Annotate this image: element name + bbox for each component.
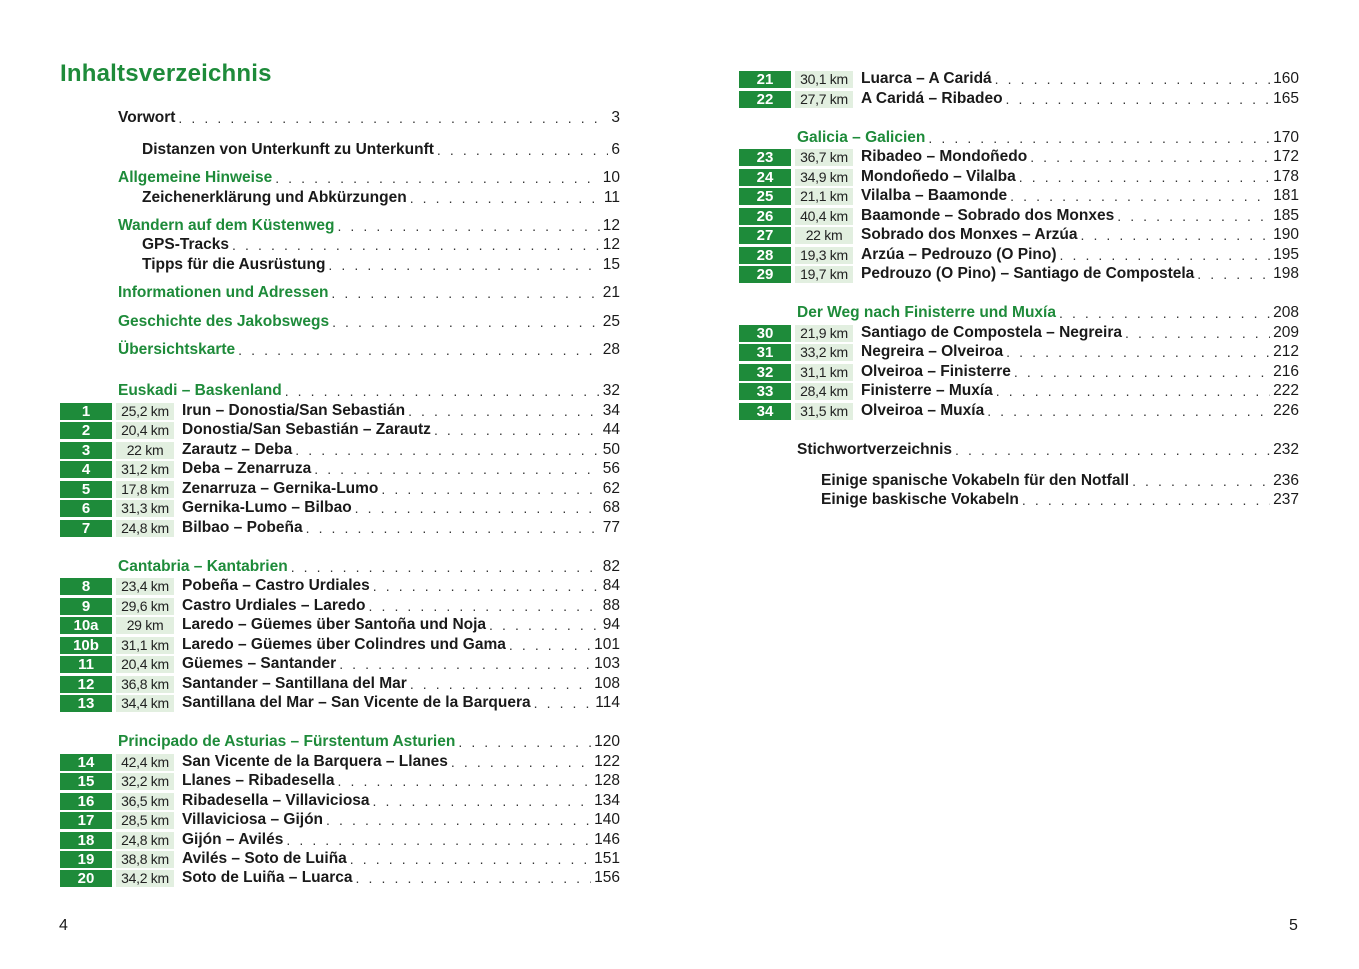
stage-distance: 22 km [795,227,853,244]
entry-page-number: 82 [602,558,620,575]
stage-distance: 34,9 km [795,169,853,186]
entry-page-number: 178 [1273,168,1299,185]
entry-label: Einige baskische Vokabeln [821,491,1019,508]
dot-leader [1080,227,1270,243]
stage-number-badge: 16 [60,793,112,810]
stage-distance: 19,7 km [795,266,853,283]
entry-label: Tipps für die Ausrüstung [142,256,326,273]
dot-leader [1059,305,1270,321]
toc-entry[interactable] [60,255,620,275]
stage-entry[interactable] [60,693,620,713]
stage-distance: 34,4 km [116,695,174,712]
stage-distance: 20,4 km [116,422,174,439]
stage-number-badge: 2 [60,422,112,439]
stage-distance: 34,2 km [116,870,174,887]
entry-page-number: 190 [1273,226,1299,243]
stage-distance: 28,4 km [795,383,853,400]
entry-label: Santillana del Mar – San Vicente de la Barquera [182,694,531,711]
entry-page-number: 122 [594,753,620,770]
entry-page-number: 32 [602,382,620,399]
entry-label: Finisterre – Muxía [861,382,993,399]
toc-entry[interactable] [60,188,620,208]
dot-leader [373,578,600,594]
entry-label: Pedrouzo (O Pino) – Santiago de Compostela [861,265,1195,282]
entry-page-number: 11 [603,189,620,206]
dot-leader [451,754,591,770]
stage-entry[interactable] [60,868,620,888]
entry-page-number: 15 [602,256,620,273]
stage-distance: 22 km [116,442,174,459]
stage-entry[interactable] [60,459,620,479]
entry-page-number: 172 [1273,148,1299,165]
stage-number-badge: 18 [60,832,112,849]
dot-leader [373,793,592,809]
stage-distance: 31,2 km [116,461,174,478]
stage-number-badge: 6 [60,500,112,517]
stage-entry[interactable] [60,576,620,596]
entry-label: Euskadi – Baskenland [118,382,282,399]
stage-distance: 38,8 km [116,851,174,868]
stage-distance: 29 km [116,617,174,634]
entry-label: Galicia – Galicien [797,129,926,146]
entry-label: Avilés – Soto de Luiña [182,850,347,867]
stage-distance: 24,8 km [116,832,174,849]
entry-page-number: 128 [594,772,620,789]
entry-page-number: 185 [1273,207,1299,224]
entry-label: San Vicente de la Barquera – Llanes [182,753,448,770]
stage-number-badge: 10b [60,637,112,654]
dot-leader [987,403,1270,419]
entry-label: Vorwort [118,109,176,126]
stage-number-badge: 7 [60,520,112,537]
stage-number-badge: 1 [60,403,112,420]
stage-number-badge: 20 [60,870,112,887]
stage-distance: 42,4 km [116,754,174,771]
entry-label: Laredo – Güemes über Santoña und Noja [182,616,487,633]
entry-label: Übersichtskarte [118,341,236,358]
toc-entry[interactable] [60,216,620,236]
stage-entry[interactable] [60,498,620,518]
dot-leader [1059,247,1270,263]
dot-leader [410,190,601,206]
stage-number-badge: 15 [60,773,112,790]
stage-number-badge: 12 [60,676,112,693]
stage-entry[interactable] [739,225,1299,245]
dot-leader [275,170,600,186]
entry-page-number: 134 [594,792,620,809]
dot-leader [928,130,1270,146]
dot-leader [1030,149,1270,165]
entry-label: Baamonde – Sobrado dos Monxes [861,207,1115,224]
entry-page-number: 236 [1273,472,1299,489]
entry-label: Laredo – Güemes über Colindres und Gama [182,636,506,653]
dot-leader [489,617,600,633]
stage-entry[interactable] [60,596,620,616]
toc-entry[interactable] [739,471,1299,491]
stage-entry[interactable] [60,401,620,421]
entry-page-number: 84 [602,577,620,594]
toc-entry[interactable] [60,340,620,360]
stage-entry[interactable] [739,69,1299,89]
dot-leader [306,520,600,536]
stage-number-badge: 8 [60,578,112,595]
stage-entry[interactable] [60,752,620,772]
entry-label: Der Weg nach Finisterre und Muxía [797,304,1056,321]
entry-label: Einige spanische Vokabeln für den Notfall [821,472,1130,489]
entry-page-number: 44 [602,421,620,438]
dot-leader [1197,266,1270,282]
stage-entry[interactable] [739,147,1299,167]
toc-entry[interactable] [60,283,620,303]
entry-page-number: 212 [1273,343,1299,360]
dot-leader [1132,473,1270,489]
stage-entry[interactable] [60,810,620,830]
entry-page-number: 232 [1273,441,1299,458]
page-number-left: 4 [59,917,68,934]
entry-label: Geschichte des Jakobswegs [118,313,330,330]
entry-page-number: 12 [602,236,620,253]
stage-number-badge: 26 [739,208,791,225]
entry-label: Pobeña – Castro Urdiales [182,577,370,594]
stage-number-badge: 32 [739,364,791,381]
entry-label: Stichwortverzeichnis [797,441,953,458]
stage-distance: 27,7 km [795,91,853,108]
entry-page-number: 10 [602,169,620,186]
stage-entry[interactable] [60,518,620,538]
entry-page-number: 140 [594,811,620,828]
stage-number-badge: 11 [60,656,112,673]
stage-number-badge: 3 [60,442,112,459]
dot-leader [295,442,599,458]
entry-label: Allgemeine Hinweise [118,169,273,186]
stage-distance: 31,1 km [116,637,174,654]
dot-leader [285,383,600,399]
entry-page-number: 146 [594,831,620,848]
entry-label: Olveiroa – Finisterre [861,363,1011,380]
toc-entry[interactable] [60,168,620,188]
entry-label: Deba – Zenarruza [182,460,312,477]
dot-leader [437,142,608,158]
stage-number-badge: 5 [60,481,112,498]
dot-leader [314,461,600,477]
stage-number-badge: 33 [739,383,791,400]
stage-distance: 30,1 km [795,71,853,88]
dot-leader [1010,188,1270,204]
stage-distance: 21,9 km [795,325,853,342]
entry-page-number: 181 [1273,187,1299,204]
entry-page-number: 156 [594,869,620,886]
entry-page-number: 222 [1273,382,1299,399]
stage-entry[interactable] [60,849,620,869]
entry-label: Zeichenerklärung und Abkürzungen [142,189,407,206]
dot-leader [996,383,1270,399]
toc-entry[interactable] [60,381,620,401]
stage-entry[interactable] [60,830,620,850]
stage-number-badge: 28 [739,247,791,264]
stage-number-badge: 17 [60,812,112,829]
stage-number-badge: 31 [739,344,791,361]
stage-number-badge: 14 [60,754,112,771]
stage-entry[interactable] [739,362,1299,382]
entry-page-number: 62 [602,480,620,497]
dot-leader [337,218,599,234]
entry-page-number: 56 [602,460,620,477]
entry-label: Distanzen von Unterkunft zu Unterkunft [142,141,434,158]
stage-distance: 36,7 km [795,149,853,166]
entry-page-number: 237 [1273,491,1299,508]
entry-page-number: 120 [594,733,620,750]
stage-distance: 23,4 km [116,578,174,595]
stage-distance: 20,4 km [116,656,174,673]
dot-leader [339,656,591,672]
entry-page-number: 170 [1273,129,1299,146]
dot-leader [328,257,599,273]
stage-entry[interactable] [739,167,1299,187]
entry-label: Ribadeo – Mondoñedo [861,148,1028,165]
entry-page-number: 25 [602,313,620,330]
entry-page-number: 114 [595,694,620,711]
entry-label: Arzúa – Pedrouzo (O Pino) [861,246,1057,263]
dot-leader [326,812,591,828]
entry-label: Negreira – Olveiroa [861,343,1004,360]
entry-label: Zarautz – Deba [182,441,293,458]
entry-page-number: 50 [602,441,620,458]
toc-entry[interactable] [739,128,1299,148]
stage-entry[interactable] [60,420,620,440]
entry-label: GPS-Tracks [142,236,230,253]
dot-leader [1006,91,1271,107]
entry-page-number: 101 [594,636,620,653]
toc-entry[interactable] [60,732,620,752]
stage-entry[interactable] [739,323,1299,343]
stage-distance: 36,8 km [116,676,174,693]
entry-label: Llanes – Ribadesella [182,772,335,789]
entry-page-number: 28 [602,341,620,358]
entry-label: Gijón – Avilés [182,831,284,848]
dot-leader [178,110,608,126]
entry-label: Castro Urdiales – Laredo [182,597,366,614]
toc-entry[interactable] [60,140,620,160]
entry-label: Wandern auf dem Küstenweg [118,217,335,234]
stage-entry[interactable] [60,479,620,499]
entry-page-number: 21 [602,284,620,301]
page-title: Inhaltsverzeichnis [60,60,272,87]
stage-number-badge: 25 [739,188,791,205]
stage-number-badge: 23 [739,149,791,166]
stage-entry[interactable] [60,440,620,460]
toc-entry[interactable] [60,557,620,577]
entry-label: Villaviciosa – Gijón [182,811,323,828]
dot-leader [509,637,591,653]
dot-leader [338,773,592,789]
stage-entry[interactable] [60,654,620,674]
stage-distance: 25,2 km [116,403,174,420]
toc-entry[interactable] [739,440,1299,460]
entry-label: Gernika-Lumo – Bilbao [182,499,352,516]
stage-number-badge: 4 [60,461,112,478]
entry-page-number: 94 [602,616,620,633]
stage-number-badge: 34 [739,403,791,420]
dot-leader [355,500,600,516]
entry-label: Vilalba – Baamonde [861,187,1008,204]
dot-leader [1117,208,1270,224]
entry-label: Santiago de Compostela – Negreira [861,324,1122,341]
page-number-right: 5 [1289,917,1298,934]
stage-distance: 33,2 km [795,344,853,361]
entry-page-number: 208 [1273,304,1299,321]
stage-entry[interactable] [60,615,620,635]
stage-entry[interactable] [739,89,1299,109]
stage-number-badge: 21 [739,71,791,88]
stage-entry[interactable] [739,381,1299,401]
dot-leader [1125,325,1270,341]
entry-page-number: 88 [602,597,620,614]
dot-leader [332,314,600,330]
entry-page-number: 3 [611,109,620,126]
stage-number-badge: 24 [739,169,791,186]
entry-label: Luarca – A Caridá [861,70,992,87]
stage-distance: 29,6 km [116,598,174,615]
dot-leader [1006,344,1270,360]
stage-entry[interactable] [739,206,1299,226]
stage-distance: 32,2 km [116,773,174,790]
entry-page-number: 68 [602,499,620,516]
toc-entry[interactable] [60,312,620,332]
entry-page-number: 195 [1273,246,1299,263]
entry-page-number: 216 [1273,363,1299,380]
dot-leader [356,870,592,886]
stage-number-badge: 13 [60,695,112,712]
stage-number-badge: 19 [60,851,112,868]
entry-label: Ribadesella – Villaviciosa [182,792,370,809]
stage-distance: 17,8 km [116,481,174,498]
stage-entry[interactable] [60,674,620,694]
dot-leader [1022,492,1270,508]
dot-leader [368,598,599,614]
entry-label: Principado de Asturias – Fürstentum Asturien [118,733,456,750]
stage-number-badge: 29 [739,266,791,283]
stage-number-badge: 22 [739,91,791,108]
entry-page-number: 34 [602,402,620,419]
entry-page-number: 108 [594,675,620,692]
dot-leader [238,342,600,358]
dot-leader [381,481,599,497]
stage-entry[interactable] [739,401,1299,421]
entry-label: Olveiroa – Muxía [861,402,985,419]
stage-entry[interactable] [739,264,1299,284]
entry-label: A Caridá – Ribadeo [861,90,1003,107]
dot-leader [350,851,591,867]
stage-number-badge: 30 [739,325,791,342]
entry-page-number: 12 [602,217,620,234]
dot-leader [1014,364,1270,380]
stage-entry[interactable] [60,635,620,655]
stage-entry[interactable] [739,342,1299,362]
stage-entry[interactable] [739,186,1299,206]
toc-entry[interactable] [60,108,620,128]
entry-page-number: 151 [594,850,620,867]
entry-label: Irun – Donostia/San Sebastián [182,402,406,419]
dot-leader [410,676,591,692]
entry-label: Informationen und Adressen [118,284,329,301]
stage-entry[interactable] [60,771,620,791]
entry-label: Soto de Luiña – Luarca [182,869,353,886]
stage-entry[interactable] [60,791,620,811]
entry-page-number: 103 [594,655,620,672]
stage-distance: 24,8 km [116,520,174,537]
entry-label: Güemes – Santander [182,655,337,672]
dot-leader [458,734,591,750]
stage-entry[interactable] [739,245,1299,265]
dot-leader [995,71,1270,87]
stage-number-badge: 9 [60,598,112,615]
dot-leader [534,695,593,711]
dot-leader [331,285,599,301]
entry-label: Cantabria – Kantabrien [118,558,288,575]
stage-distance: 31,5 km [795,403,853,420]
stage-distance: 31,1 km [795,364,853,381]
entry-page-number: 6 [611,141,620,158]
stage-distance: 19,3 km [795,247,853,264]
entry-page-number: 198 [1273,265,1299,282]
entry-label: Mondoñedo – Vilalba [861,168,1016,185]
entry-label: Bilbao – Pobeña [182,519,303,536]
stage-distance: 40,4 km [795,208,853,225]
stage-distance: 21,1 km [795,188,853,205]
toc-entry[interactable] [739,303,1299,323]
stage-distance: 28,5 km [116,812,174,829]
stage-number-badge: 27 [739,227,791,244]
entry-page-number: 226 [1273,402,1299,419]
dot-leader [286,832,591,848]
dot-leader [1019,169,1270,185]
entry-label: Sobrado dos Monxes – Arzúa [861,226,1078,243]
dot-leader [955,442,1270,458]
stage-distance: 36,5 km [116,793,174,810]
stage-distance: 31,3 km [116,500,174,517]
dot-leader [291,559,600,575]
entry-label: Zenarruza – Gernika-Lumo [182,480,379,497]
toc-entry[interactable] [739,490,1299,510]
dot-leader [232,237,600,253]
stage-number-badge: 10a [60,617,112,634]
entry-page-number: 209 [1273,324,1299,341]
dot-leader [434,422,600,438]
entry-page-number: 165 [1273,90,1299,107]
toc-entry[interactable] [60,235,620,255]
entry-label: Santander – Santillana del Mar [182,675,407,692]
entry-page-number: 160 [1273,70,1299,87]
entry-label: Donostia/San Sebastián – Zarautz [182,421,431,438]
dot-leader [408,403,600,419]
entry-page-number: 77 [602,519,620,536]
